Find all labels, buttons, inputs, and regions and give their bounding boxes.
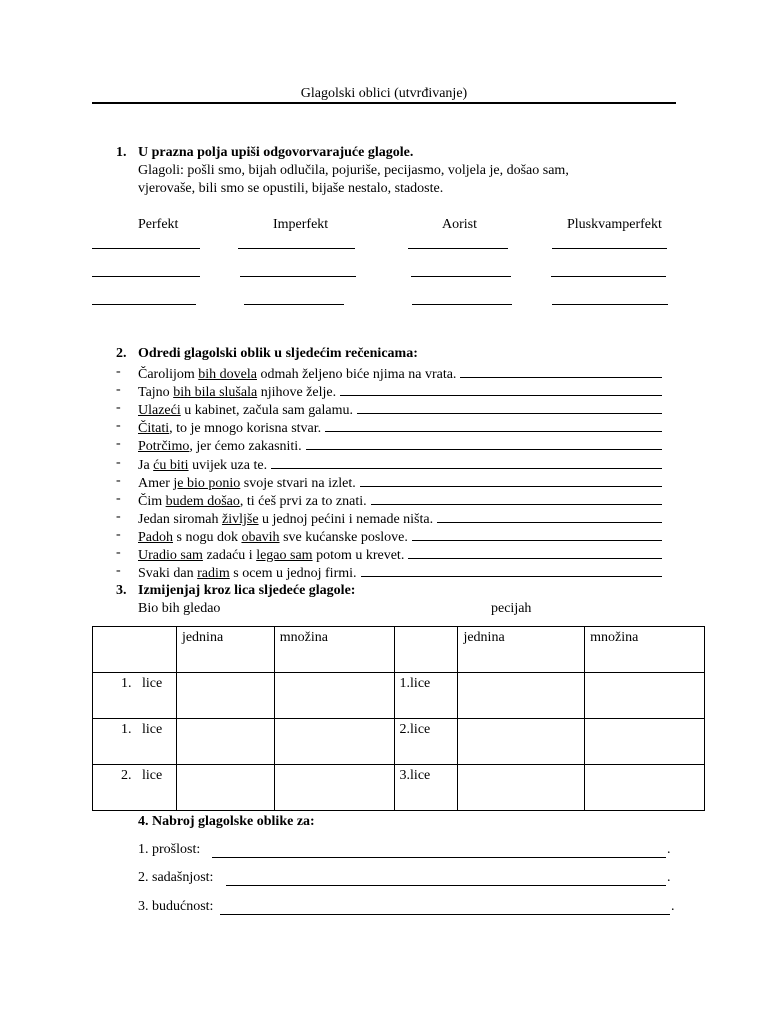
- answer-end-mark: .: [671, 899, 675, 914]
- sentence-fragment: u kabinet, začula sam galamu.: [180, 403, 353, 419]
- column-aorist: Aorist: [442, 217, 477, 232]
- underlined-verb: Potrčimo: [138, 439, 190, 455]
- underlined-verb: Padoh: [138, 529, 173, 545]
- answer-end-mark: .: [667, 870, 671, 885]
- table-row: [93, 765, 705, 811]
- blank-pluskvamperfekt-1[interactable]: [552, 248, 667, 249]
- blank-aorist-1[interactable]: [408, 248, 508, 249]
- list-dash: -: [116, 454, 121, 470]
- blank-aorist-2[interactable]: [411, 276, 511, 277]
- row-label-right: 2.lice: [394, 719, 458, 765]
- sentence-fragment: s nogu dok: [173, 529, 242, 545]
- answer-line-sadasnjost[interactable]: [226, 885, 666, 886]
- task1-verbs-line2: vjerovaše, bili smo se opustili, bijaše nestalo, stadoste.: [138, 181, 444, 196]
- sentence-text: [138, 491, 662, 510]
- sentence-fragment: Tajno: [138, 385, 174, 401]
- sentence-text: [138, 473, 662, 492]
- blank-perfekt-1[interactable]: [92, 248, 200, 249]
- underlined-verb: je bio ponio: [173, 475, 241, 491]
- sentence-fragment: , ti ćeš prvi za to znati.: [239, 493, 367, 509]
- underlined-verb: legao sam: [256, 548, 313, 563]
- underlined-verb: budem došao: [165, 493, 240, 509]
- answer-cell[interactable]: [176, 719, 274, 765]
- task1-verbs-line1: Glagoli: pošli smo, bijah odlučila, pojuriše, pecijasmo, voljela je, došao sam,: [138, 163, 569, 178]
- column-imperfekt: Imperfekt: [273, 217, 329, 232]
- list-dash: -: [116, 364, 121, 379]
- list-dash: -: [116, 400, 121, 416]
- answer-cell[interactable]: [458, 673, 585, 719]
- blank-pluskvamperfekt-3[interactable]: [552, 304, 668, 305]
- list-dash: -: [116, 508, 121, 524]
- sentence-text: [138, 527, 662, 546]
- sentence-fragment: s ocem u jednoj firmi.: [229, 566, 357, 582]
- answer-item-proslost: 1. prošlost:: [138, 842, 201, 857]
- row-label-right: 1.lice: [394, 673, 458, 719]
- list-dash: -: [116, 490, 121, 506]
- underlined-verb: radim: [197, 566, 230, 582]
- sentence-fragment: Jedan siromah: [138, 511, 222, 527]
- header-jednina-left: jednina: [176, 627, 274, 673]
- sentence-text: [138, 455, 662, 474]
- sentence-fragment: , jer ćemo zakasniti.: [189, 439, 302, 455]
- answer-item-buducnost: 3. budućnost:: [138, 899, 214, 914]
- page-title: Glagolski oblici (utvrđivanje): [300, 86, 468, 101]
- task3-heading: Izmijenjaj kroz lica sljedeće glagole:: [138, 583, 356, 598]
- answer-cell[interactable]: [176, 673, 274, 719]
- underlined-verb: Uradio sam: [138, 548, 203, 563]
- answer-cell[interactable]: [458, 719, 585, 765]
- blank-aorist-3[interactable]: [412, 304, 512, 305]
- sentence-fragment: Čarolijom: [138, 367, 199, 382]
- column-pluskvamperfekt: Pluskvamperfekt: [567, 217, 662, 232]
- sentence-fragment: sve kućanske poslove.: [279, 529, 408, 545]
- sentence-text: [138, 382, 662, 401]
- sentence-text: [138, 509, 662, 528]
- answer-blank[interactable]: [460, 364, 662, 378]
- sentence-text: [138, 400, 662, 419]
- conjugation-table: [92, 626, 705, 811]
- blank-imperfekt-2[interactable]: [240, 276, 356, 277]
- task3-number: 3.: [116, 583, 127, 598]
- sentence-fragment: , to je mnogo korisna stvar.: [169, 421, 322, 437]
- title-rule: [92, 102, 676, 104]
- column-perfekt: Perfekt: [138, 217, 179, 232]
- table-row: [93, 673, 705, 719]
- sentence-fragment: njihove želje.: [257, 385, 337, 401]
- underlined-verb: bih bila slušala: [173, 385, 258, 401]
- task1-number: 1.: [116, 145, 127, 160]
- sentence-fragment: Ja: [138, 457, 154, 473]
- header-cell: [394, 627, 458, 673]
- task4-heading: 4. Nabroj glagolske oblike za:: [138, 814, 315, 829]
- answer-blank[interactable]: [360, 473, 662, 487]
- header-mnozina-right: množina: [585, 627, 705, 673]
- header-jednina-right: jednina: [458, 627, 585, 673]
- row-label-right: 3.lice: [394, 765, 458, 811]
- sentence-text: [138, 563, 662, 582]
- row-label-left: 1. lice: [93, 673, 177, 719]
- answer-end-mark: .: [667, 842, 671, 857]
- answer-blank[interactable]: [340, 382, 662, 396]
- underlined-verb: življše: [221, 511, 259, 527]
- answer-blank[interactable]: [306, 436, 662, 450]
- table-header-row: [93, 627, 705, 673]
- list-dash: -: [116, 526, 121, 542]
- answer-blank[interactable]: [357, 400, 662, 414]
- answer-cell[interactable]: [274, 673, 394, 719]
- answer-blank[interactable]: [412, 527, 662, 541]
- answer-line-proslost[interactable]: [212, 857, 666, 858]
- sentence-fragment: u jednoj pećini i nemade ništa.: [258, 511, 434, 527]
- answer-cell[interactable]: [274, 765, 394, 811]
- answer-blank[interactable]: [271, 455, 662, 469]
- list-dash: -: [116, 472, 121, 488]
- list-dash: -: [116, 418, 121, 434]
- sentence-text: [138, 364, 662, 383]
- answer-cell[interactable]: [176, 765, 274, 811]
- header-mnozina-left: množina: [274, 627, 394, 673]
- answer-blank[interactable]: [408, 545, 662, 559]
- sentence-fragment: Svaki dan: [138, 566, 198, 582]
- task2-heading: Odredi glagolski oblik u sljedećim rečenicama:: [138, 346, 418, 361]
- task1-heading: U prazna polja upiši odgovorvarajuće glagole.: [138, 145, 414, 160]
- answer-blank[interactable]: [371, 491, 662, 505]
- answer-blank[interactable]: [325, 418, 662, 432]
- sentence-fragment: Čim: [138, 493, 166, 509]
- answer-cell[interactable]: [274, 719, 394, 765]
- answer-item-sadasnjost: 2. sadašnjost:: [138, 870, 214, 885]
- underlined-verb: ću biti: [153, 457, 189, 473]
- header-cell: [93, 627, 177, 673]
- blank-pluskvamperfekt-2[interactable]: [551, 276, 666, 277]
- blank-imperfekt-3[interactable]: [244, 304, 344, 305]
- sentence-text: [138, 436, 662, 455]
- answer-cell[interactable]: [585, 765, 705, 811]
- list-dash: -: [116, 563, 121, 579]
- sentence-fragment: odmah željeno biće njima na vrata.: [257, 367, 457, 382]
- verb-right: pecijah: [491, 601, 532, 616]
- sentence-text: [138, 545, 662, 564]
- sentence-fragment: Amer: [138, 475, 174, 491]
- answer-blank[interactable]: [361, 563, 662, 577]
- table-row: [93, 719, 705, 765]
- answer-cell[interactable]: [585, 719, 705, 765]
- list-dash: -: [116, 382, 121, 398]
- answer-blank[interactable]: [437, 509, 662, 523]
- blank-imperfekt-1[interactable]: [238, 248, 355, 249]
- underlined-verb: bih dovela: [198, 367, 257, 382]
- underlined-verb: Ulazeći: [138, 403, 181, 419]
- answer-line-buducnost[interactable]: [220, 914, 670, 915]
- sentence-text: [138, 418, 662, 437]
- underlined-verb: Čitati: [138, 421, 170, 437]
- list-dash: -: [116, 436, 121, 452]
- list-dash: -: [116, 545, 121, 560]
- blank-perfekt-3[interactable]: [92, 304, 196, 305]
- sentence-fragment: svoje stvari na izlet.: [240, 475, 356, 491]
- row-label-left: 2. lice: [93, 765, 177, 811]
- answer-cell[interactable]: [585, 673, 705, 719]
- row-label-left: 1. lice: [93, 719, 177, 765]
- sentence-fragment: uvijek uza te.: [188, 457, 268, 473]
- sentence-fragment: potom u krevet.: [312, 548, 405, 563]
- task2-number: 2.: [116, 346, 127, 361]
- sentence-fragment: zadaću i: [202, 548, 257, 563]
- underlined-verb: obavih: [241, 529, 280, 545]
- verb-left: Bio bih gledao: [138, 601, 221, 616]
- blank-perfekt-2[interactable]: [92, 276, 200, 277]
- answer-cell[interactable]: [458, 765, 585, 811]
